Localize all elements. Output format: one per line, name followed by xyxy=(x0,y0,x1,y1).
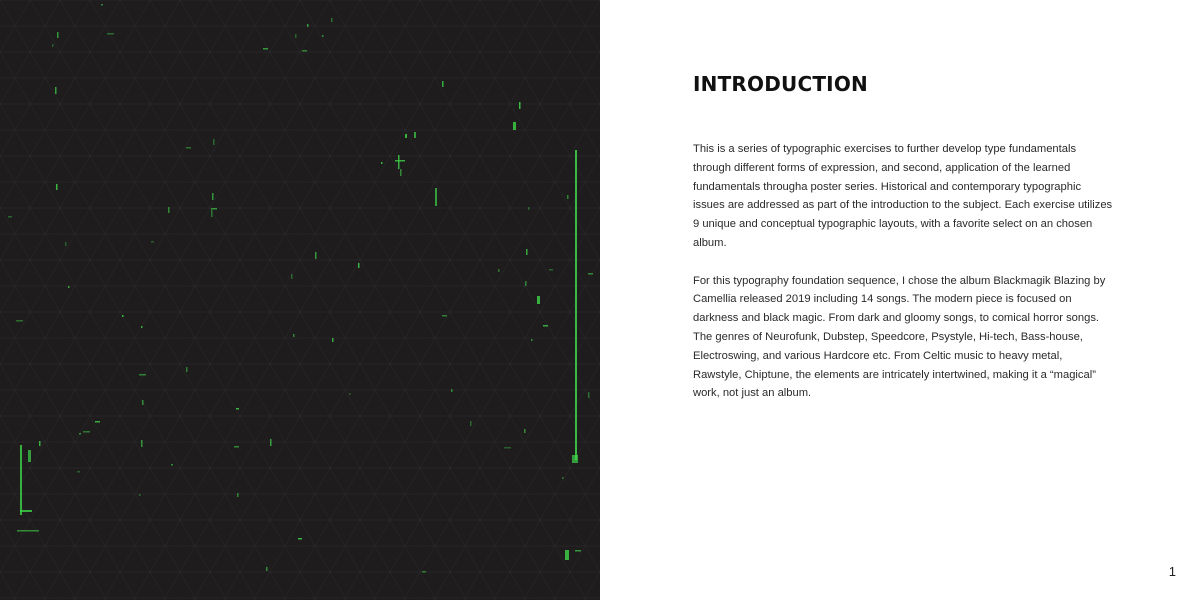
glitch-mark xyxy=(298,538,302,540)
text-page xyxy=(600,0,1200,600)
glitch-mark xyxy=(186,147,191,149)
glitch-mark xyxy=(531,339,533,341)
glitch-mark xyxy=(151,241,154,243)
grid-line xyxy=(164,0,510,600)
glitch-mark xyxy=(17,530,39,532)
glitch-mark xyxy=(572,455,578,463)
glitch-mark xyxy=(65,242,67,246)
glitch-mark xyxy=(307,24,309,27)
paragraph-1: This is a series of typographic exercises to further develop type fundamentals through different forms of expression, and second, application of the learned fundamentals througha poster series. Historical and contemporary typographic issues are addressed as part of the introduction to the subject. Each exercise utilizes 9 unique and conceptual typographic layouts, with a favorite select on an chosen album. xyxy=(693,143,1113,249)
grid-line xyxy=(330,0,600,600)
grid-line xyxy=(390,0,600,600)
glitch-mark xyxy=(95,421,100,423)
grid-line xyxy=(0,0,300,600)
grid-line xyxy=(450,0,600,600)
glitch-mark xyxy=(322,35,324,37)
glitch-mark xyxy=(549,269,553,271)
glitch-mark xyxy=(211,210,213,217)
glitch-mark xyxy=(435,188,437,206)
glitch-mark xyxy=(266,567,268,571)
grid-line xyxy=(60,0,406,600)
glitch-mark xyxy=(270,439,272,446)
glitch-mark xyxy=(414,132,416,138)
glitch-mark xyxy=(575,550,581,552)
glitch-mark xyxy=(107,33,114,35)
grid-line xyxy=(44,0,390,600)
glitch-mark xyxy=(405,134,407,138)
grid-line xyxy=(0,0,90,600)
glitch-mark xyxy=(168,207,170,213)
glitch-mark xyxy=(525,281,527,286)
glitch-mark xyxy=(68,286,70,288)
glitch-mark xyxy=(302,50,307,52)
glitch-mark xyxy=(213,139,215,145)
glitch-mark xyxy=(422,571,426,573)
grid-line xyxy=(104,0,450,600)
glitch-mark xyxy=(519,102,521,109)
grid-line xyxy=(0,0,330,600)
glitch-mark xyxy=(537,296,540,304)
grid-line xyxy=(210,0,556,600)
glitch-mark xyxy=(211,208,217,210)
glitch-mark xyxy=(451,389,453,392)
glitch-mark xyxy=(315,252,317,259)
glitch-mark xyxy=(358,263,360,268)
grid-line xyxy=(224,0,570,600)
grid-line xyxy=(134,0,480,600)
grid-line xyxy=(0,0,120,600)
glitch-mark xyxy=(295,34,297,38)
grid-line xyxy=(90,0,436,600)
grid-line xyxy=(300,0,600,600)
glitch-mark xyxy=(498,269,500,272)
grid-line xyxy=(180,0,526,600)
glitch-mark xyxy=(212,193,214,200)
glitch-mark xyxy=(562,477,564,479)
glitch-mark xyxy=(524,429,526,433)
grid-line xyxy=(254,0,600,600)
glitch-mark xyxy=(395,160,405,162)
glitch-mark xyxy=(141,326,143,328)
glitch-mark xyxy=(575,150,577,460)
grid-line xyxy=(420,0,600,600)
glitch-mark xyxy=(77,471,80,473)
glitch-mark xyxy=(263,48,268,50)
glitch-mark xyxy=(565,550,569,560)
glitch-mark xyxy=(442,81,444,87)
glitch-mark xyxy=(39,441,41,446)
glitch-mark xyxy=(20,510,32,512)
glitch-mark xyxy=(234,446,239,448)
grid-line xyxy=(510,0,600,600)
glitch-mark xyxy=(567,195,569,199)
glitch-mark xyxy=(442,315,447,317)
glitch-mark xyxy=(57,32,59,38)
glitch-mark xyxy=(55,87,57,94)
glitch-mark xyxy=(528,207,530,210)
glitch-mark xyxy=(142,400,144,405)
grid-line xyxy=(570,0,600,600)
glitch-mark xyxy=(28,450,31,462)
green-glitch-marks xyxy=(8,4,593,573)
glitch-mark xyxy=(139,494,141,496)
glitch-mark xyxy=(349,393,351,395)
glitch-mark xyxy=(291,274,293,279)
grid-line xyxy=(120,0,466,600)
grid-line xyxy=(540,0,600,600)
grid-line xyxy=(0,0,346,600)
grid-line xyxy=(150,0,496,600)
glitch-mark xyxy=(398,155,400,169)
glitch-mark xyxy=(122,315,124,317)
grid-line xyxy=(0,0,270,600)
glitch-mark xyxy=(588,392,590,398)
glitch-mark xyxy=(400,169,402,176)
glitch-mark xyxy=(139,374,146,376)
glitch-mark xyxy=(79,433,81,435)
glitch-mark xyxy=(237,493,239,497)
glitch-mark xyxy=(171,464,173,466)
grid-line xyxy=(74,0,420,600)
grid-line xyxy=(30,0,376,600)
glitch-mark xyxy=(381,162,383,164)
glitch-mark xyxy=(141,440,143,447)
glitch-mark xyxy=(293,334,295,337)
glitch-mark xyxy=(331,18,333,22)
glitch-mark xyxy=(83,431,90,433)
glitch-mark xyxy=(186,367,188,372)
glitch-mark xyxy=(588,273,593,275)
glitch-mark xyxy=(16,320,23,322)
glitch-mark xyxy=(470,421,472,426)
glitch-mark xyxy=(20,445,22,515)
introduction-body xyxy=(693,140,1113,422)
paragraph-2: For this typography foundation sequence, I chose the album Blackmagik Blazing by Camellia released 2019 including 14 songs. The modern piece is focused on darkness and black magic. From dark and gloomy songs, to comical horror songs. The genres of Neurofunk, Dubstep, Speedcore, Psystyle, Hi-tech, Bass-house, Electroswing, and various Hardcore etc. From Celtic music to heavy metal, Rawstyle, Chiptune, the elements are intricately intertwined, making it a “magical” work, not just an album. xyxy=(693,274,1106,400)
glitch-mark xyxy=(52,44,54,47)
glitch-mark xyxy=(101,4,103,6)
glitch-mark xyxy=(332,338,334,342)
glitch-mark xyxy=(504,447,511,449)
grid-line xyxy=(14,0,360,600)
page-number: 1 xyxy=(1168,564,1176,579)
glitch-mark xyxy=(526,249,528,255)
glitch-mark xyxy=(56,184,58,190)
glitch-mark xyxy=(513,122,516,130)
glitch-mark xyxy=(8,216,12,218)
grid-line xyxy=(194,0,540,600)
grid-line xyxy=(270,0,600,600)
page-title: INTRODUCTION xyxy=(693,72,868,96)
glitch-mark xyxy=(543,325,548,327)
glitch-mark xyxy=(236,408,239,410)
grid-line xyxy=(240,0,586,600)
